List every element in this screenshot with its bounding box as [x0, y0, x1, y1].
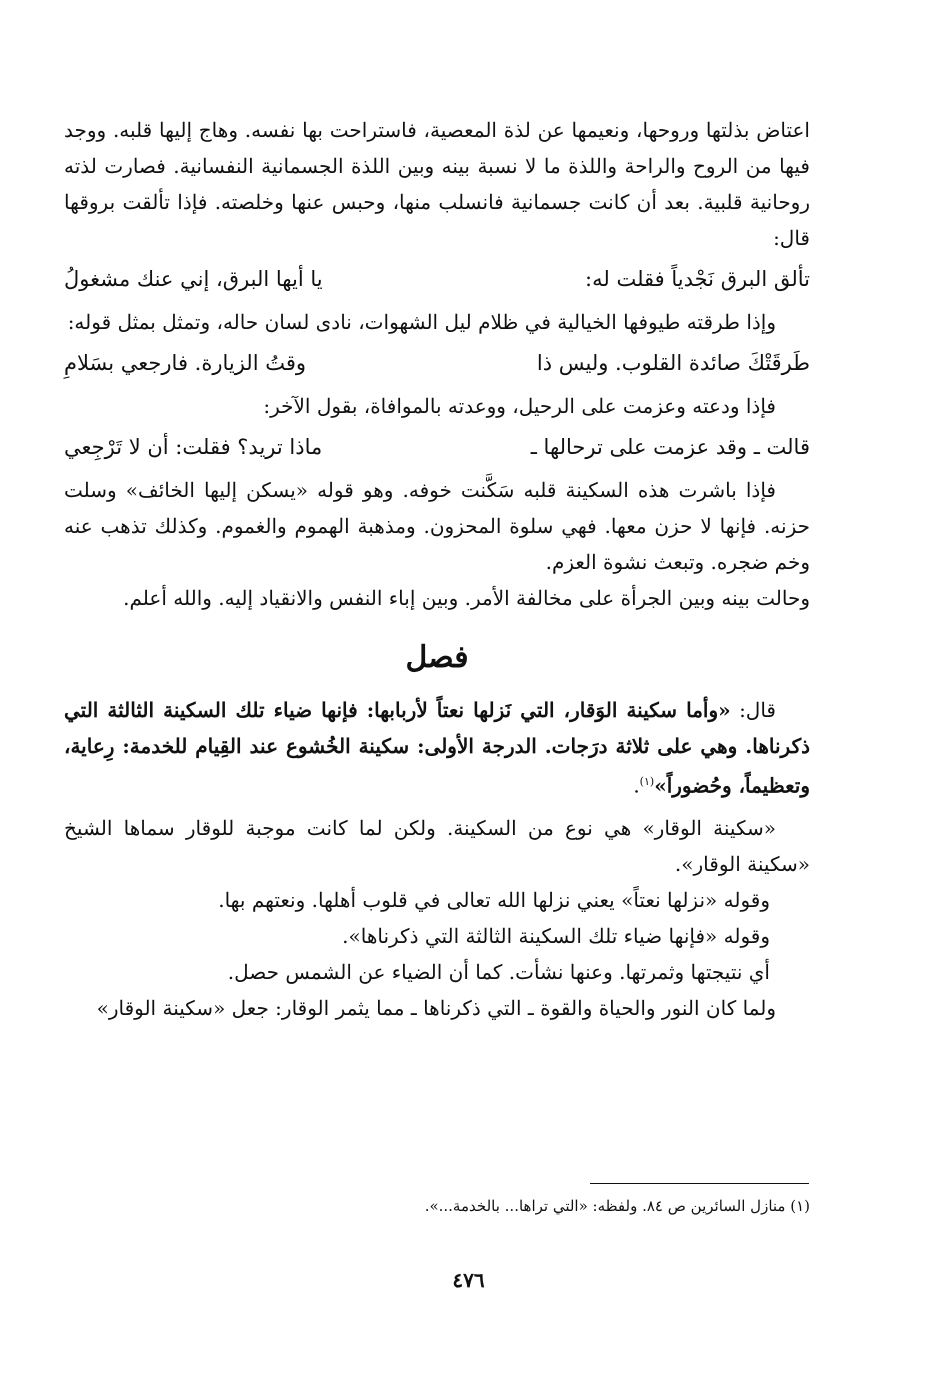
quote-end: . [633, 773, 640, 798]
verse-hemistich-second: يا أيها البرق، إني عنك مشغولُ [64, 267, 323, 291]
paragraph: فإذا ودعته وعزمت على الرحيل، ووعدته بالموافاة، بقول الآخر: [263, 394, 776, 418]
paragraph: اعتاض بذلتها وروحها، ونعيمها عن لذة المعصية، فاستراحت بها نفسه. وهاج إليها قلبه. ووجد فيها من الروح والراحة واللذة ما لا نسبة بينه وبين اللذة الجسمانية النفسانية. فصارت لذته روحانية قلبية. بعد أن كانت جسمانية فانسلب منها، وحبس عنها وخلصته. فإذا تألقت بروقها قال: [64, 118, 810, 250]
verse-hemistich-first: تألق البرق نَجْدياً فقلت له: [585, 267, 810, 291]
footnote-marker: (١) [639, 775, 655, 788]
page-number: ٤٧٦ [452, 1268, 485, 1292]
footnote-divider [590, 1183, 809, 1184]
paragraph: «سكينة الوقار» هي نوع من السكينة. ولكن لما كانت موجبة للوقار سماها الشيخ «سكينة الوقار». [64, 815, 810, 876]
verse-hemistich-first: طَرقَتْكَ صائدة القلوب. وليس ذا [536, 351, 810, 375]
quote-text: «وأما سكينة الوَقار، التي نَزلها نعتاً لأربابها: فإنها ضياء تلك السكينة الثالثة التي ذكرناها. وهي على ثلاثة درَجات. الدرجة الأولى: سكينة الخُشوع عند القِيام للخدمة: رِعاية، وتعظيماً، وحُضوراً» [64, 698, 810, 798]
page-body [64, 112, 810, 1026]
line-block [64, 882, 810, 990]
verse-hemistich-first: قالت ـ وقد عزمت على ترحالها ـ [530, 435, 810, 459]
verse-line [64, 428, 810, 466]
section-heading: فصل [405, 640, 469, 675]
footnote: (١) منازل السائرين ص ٨٤. ولفظه: «التي تراها... بالخدمة...». [424, 1197, 810, 1215]
paragraph: وإذا طرقته طيوفها الخيالية في ظلام ليل الشهوات، نادى لسان حاله، وتمثل بمثل قوله: [67, 310, 776, 334]
verse-line [64, 344, 810, 382]
verse-hemistich-second: وقتُ الزيارة. فارجعي بسَلامِ [64, 351, 307, 375]
verse-hemistich-second: ماذا تريد؟ فقلت: أن لا تَرْجِعي [64, 435, 323, 459]
paragraph: وحالت بينه وبين الجرأة على مخالفة الأمر. وبين إباء النفس والانقياد إليه. والله أعلم. [123, 586, 810, 610]
verse-line [64, 260, 810, 298]
quoted-paragraph [64, 692, 810, 804]
text-line: ولما كان النور والحياة والقوة ـ التي ذكرناها ـ مما يثمر الوقار: جعل «سكينة الوقار» [96, 995, 776, 1020]
text-line: وقوله «فإنها ضياء تلك السكينة الثالثة التي ذكرناها». [342, 923, 770, 948]
text-line: أي نتيجتها وثمرتها. وعنها نشأت. كما أن الضياء عن الشمس حصل. [227, 959, 770, 984]
quote-lead: قال: [730, 698, 776, 722]
text-line: وقوله «نزلها نعتاً» يعني نزلها الله تعالى في قلوب أهلها. ونعتهم بها. [218, 887, 770, 912]
paragraph: فإذا باشرت هذه السكينة قلبه سَكَّنت خوفه. وهو قوله «يسكن إليها الخائف» وسلت حزنه. فإنها لا حزن معها. فهي سلوة المحزون. ومذهبة الهموم والغموم. وكذلك تذهب عنه وخم ضجره. وتبعث نشوة العزم. [64, 478, 810, 574]
